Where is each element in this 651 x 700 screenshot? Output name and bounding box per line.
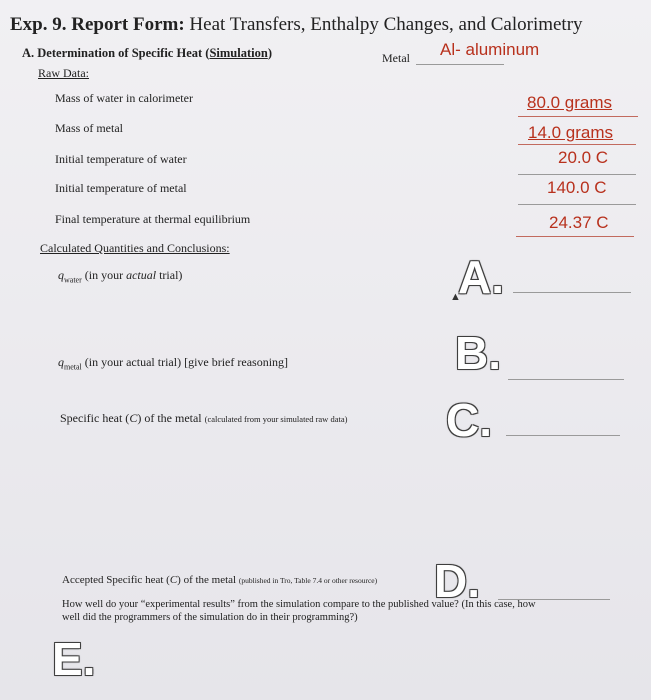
answer-a-rule[interactable]	[513, 292, 631, 293]
q-metal-subscript: metal	[64, 362, 82, 372]
q-water-symbol: q	[58, 268, 64, 282]
raw-rule-metal-temp	[518, 204, 636, 205]
accepted-note: (published in Tro, Table 7.4 or other resource)	[238, 576, 378, 585]
raw-value-metal-mass: 14.0 grams	[528, 123, 614, 142]
specific-heat-note: (calculated from your simulated raw data)	[204, 414, 348, 424]
specific-heat-c: C	[129, 411, 138, 425]
specific-heat-line	[60, 411, 347, 426]
q-metal-symbol: q	[58, 355, 64, 369]
compare-question-line-1: How well do your “experimental results” from the simulation compare to the published value? (In this case, how	[62, 599, 536, 610]
accepted-prefix: Accepted Specific heat (	[62, 574, 170, 586]
raw-value-metal-temp: 140.0 C	[547, 178, 607, 197]
section-a-heading-prefix: A. Determination of Specific Heat (	[22, 46, 210, 60]
accepted-mid: ) of the metal	[177, 574, 239, 586]
accepted-c: C	[169, 574, 178, 586]
specific-heat-prefix: Specific heat (	[60, 411, 130, 425]
specific-heat-mid: ) of the metal	[137, 411, 205, 425]
marker-e: E.	[52, 633, 96, 685]
metal-label: Metal	[382, 51, 410, 65]
raw-rule-final-temp	[516, 236, 634, 237]
raw-rule-water-mass	[518, 116, 638, 117]
calculated-heading: Calculated Quantities and Conclusions:	[40, 241, 230, 255]
q-metal-text: (in your actual trial) [give brief reasoning]	[84, 355, 289, 369]
raw-label-metal-temp: Initial temperature of metal	[55, 181, 187, 195]
page-title	[10, 14, 583, 36]
cursor-arrow-icon: ▲	[450, 291, 461, 303]
marker-c: C.	[446, 394, 492, 446]
marker-a: A.	[458, 251, 504, 303]
q-metal-line	[58, 355, 288, 371]
raw-data-label: Raw Data:	[38, 66, 89, 80]
metal-rule	[416, 64, 504, 65]
q-water-actual: actual	[126, 268, 157, 282]
raw-label-water-temp: Initial temperature of water	[55, 152, 187, 166]
raw-value-final-temp: 24.37 C	[549, 213, 609, 232]
raw-value-water-mass: 80.0 grams	[527, 93, 613, 112]
marker-d: D.	[434, 555, 480, 607]
raw-rule-metal-mass	[518, 144, 636, 145]
section-a-heading-suffix: )	[267, 46, 272, 60]
answer-b-rule[interactable]	[508, 379, 624, 380]
raw-label-water-mass: Mass of water in calorimeter	[55, 91, 193, 105]
section-a-heading-simulation: Simulation	[209, 46, 268, 60]
answer-c-rule[interactable]	[506, 435, 620, 436]
raw-label-final-temp: Final temperature at thermal equilibrium	[55, 212, 251, 226]
raw-value-water-temp: 20.0 C	[558, 148, 609, 167]
title-rest: Heat Transfers, Enthalpy Changes, and Calorimetry	[189, 14, 583, 35]
raw-label-metal-mass: Mass of metal	[55, 121, 123, 135]
marker-b: B.	[455, 327, 501, 379]
section-a-heading	[22, 46, 272, 61]
q-water-subscript: water	[64, 275, 82, 285]
metal-value: Al- aluminum	[440, 40, 540, 59]
compare-question-line-2: well did the programmers of the simulation do in their programming?)	[62, 612, 358, 623]
q-water-line	[58, 268, 182, 284]
accepted-specific-heat-line	[62, 574, 377, 586]
title-exp: Exp. 9. Report Form:	[10, 14, 185, 35]
q-water-end: trial)	[156, 268, 183, 282]
q-water-text: (in your	[84, 268, 127, 282]
raw-rule-water-temp	[518, 174, 636, 175]
